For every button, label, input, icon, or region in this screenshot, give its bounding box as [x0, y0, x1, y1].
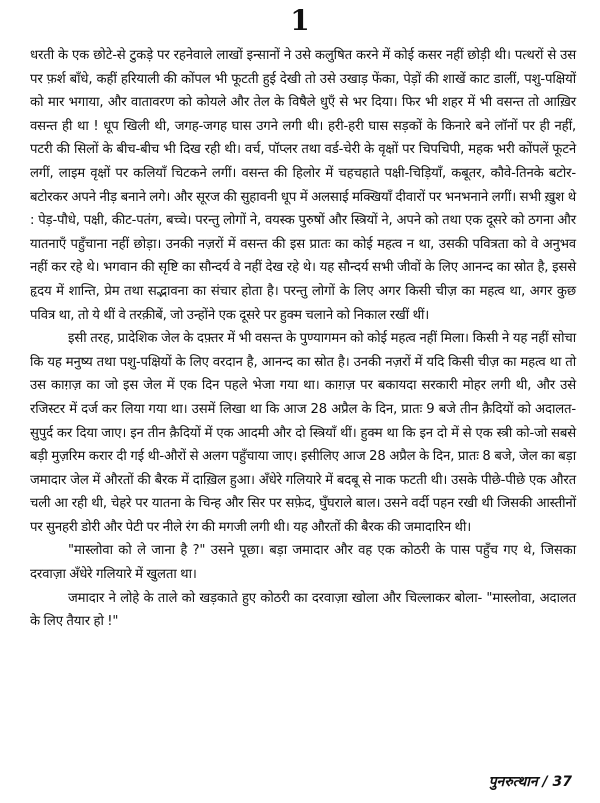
- page-footer: पुनरुत्थान / 37: [488, 774, 572, 790]
- paragraph: जमादार ने लोहे के ताले को खड़काते हुए कोठरी का दरवाज़ा खोला और चिल्लाकर बोला- "मास्लोवा, अदालत के लिए तैयार हो !": [30, 590, 576, 630]
- body-text: [30, 44, 576, 634]
- paragraph: धरती के एक छोटे-से टुकड़े पर रहनेवाले लाखों इन्सानों ने उसे कलुषित करने में कोई कसर नहीं छोड़ी थी। पत्थरों से उस पर फ़र्श बाँधे, कहीं हरियाली की कोंपल भी फूटती हुई देखी तो उसे उखाड़ फेंका, पेड़ों की शाखें काट डालीं, पशु-पक्षियों को मार भगाया, और वातावरण को कोयले और तेल के विषैले धुएँ से भर दिया। फिर भी शहर में भी वसन्त तो आख़िर वसन्त ही था ! धूप खिली थी, जगह-जगह घास उगने लगी थी। हरी-हरी घास सड़कों के किनारे बने लॉनों पर ही नहीं, पटरी की सिलों के बीच-बीच भी दिख रही थी। वर्च, पॉप्लर तथा वर्ड-चेरी के वृक्षों पर चिपचिपी, महक भरी कोंपलें फूटने लगीं, लाइम वृक्षों पर कलियाँ चिटकने लगीं। वसन्त की हिलोर में चहचहाते पक्षी-चिड़ियाँ, कबूतर, कौवे-तिनके बटोर-बटोरकर अपने नीड़ बनाने लगे। और सूरज की सुहावनी धूप में अलसाई मक्खियाँ दीवारों पर भनभनाने लगीं। सभी ख़ुश थे : पेड़-पौधे, पक्षी, कीट-पतंग, बच्चे। परन्तु लोगों ने, वयस्क पुरुषों और स्त्रियों ने, अपने को तथा एक दूसरे को ठगना और यातनाएँ पहुँचाना नहीं छोड़ा। उनकी नज़रों में वसन्त की इस प्रातः का कोई महत्व न था, उसकी पवित्रता को वे अनुभव नहीं कर रहे थे। भगवान की सृष्टि का सौन्दर्य वे नहीं देख रहे थे। यह सौन्दर्य सभी जीवों के लिए आनन्द का स्रोत है, इससे हृदय में शान्ति, प्रेम तथा सद्भावना का संचार होता है। परन्तु लोगों के लिए अगर किसी चीज़ का महत्व था, अगर कुछ पवित्र था, तो ये थीं वे तरक़ीबें, जो उन्होंने एक दूसरे पर हुक्म चलाने को निकाल रखीं थीं।: [30, 48, 576, 323]
- paragraph: "मास्लोवा को ले जाना है ?" उसने पूछा। बड़ा जमादार और वह एक कोठरी के पास पहुँच गए थे, जिसका दरवाज़ा अँधेरे गलियारे में खुलता था।: [30, 543, 576, 583]
- paragraph: इसी तरह, प्रादेशिक जेल के दफ़्तर में भी वसन्त के पुण्यागमन को कोई महत्व नहीं मिला। किसी ने यह नहीं सोचा कि यह मनुष्य तथा पशु-पक्षियों के लिए वरदान है, आनन्द का स्रोत है। उनकी नज़रों में यदि किसी चीज़ का महत्व था तो उस काग़ज़ का जो इस जेल में एक दिन पहले भेजा गया था। काग़ज़ पर बकायदा सरकारी मोहर लगी थी, और उसे रजिस्टर में दर्ज कर लिया गया था। उसमें लिखा था कि आज 28 अप्रैल के दिन, प्रातः 9 बजे तीन क़ैदियों को अदालत-सुपुर्द कर दिया जाए। इन तीन क़ैदियों में एक आदमी और दो स्त्रियाँ थीं। हुक्म था कि इन दो में से एक स्त्री को-जो सबसे बड़ी मुज़रिम करार दी गई थी-औरों से अलग पहुँचाया जाए। इसीलिए आज 28 अप्रैल के दिन, प्रातः 8 बजे, जेल का बड़ा जमादार जेल में औरतों की बैरक में दाख़िल हुआ। अँधेरे गलियारे में बदबू से नाक फटती थी। उसके पीछे-पीछे एक औरत चली आ रही थी, चेहरे पर यातना के चिन्ह और सिर पर सफ़ेद, घुँघराले बाल। उसने वर्दी पहन रखी थी जिसकी आस्तीनों पर सुनहरी डोरी और पेटी पर नीले रंग की मगजी लगी थी। यह औरतों की बैरक की जमादारिन थी।: [30, 331, 576, 535]
- chapter-number: 1: [290, 4, 310, 37]
